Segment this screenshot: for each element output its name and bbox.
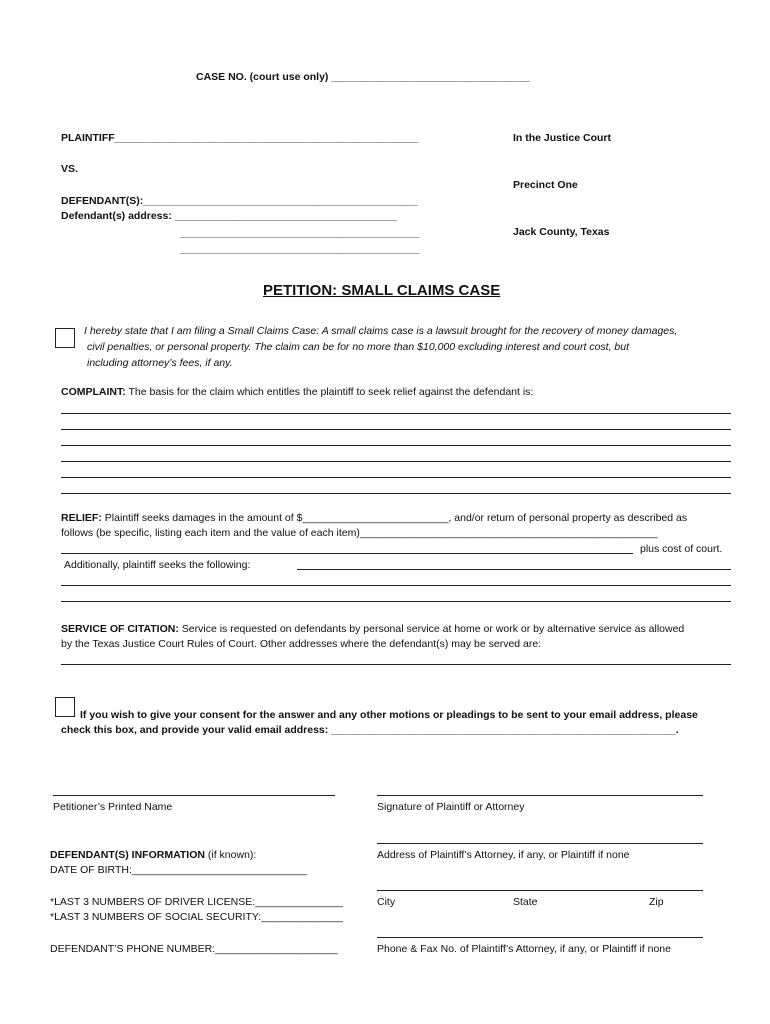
defendant-field[interactable]: DEFENDANT(S):_______________________________________________ [61,195,418,207]
relief-label: RELIEF: [61,512,102,524]
service-line-1 [61,623,684,635]
printed-name-label: Petitioner’s Printed Name [53,801,173,813]
complaint-line[interactable] [61,477,731,478]
service-label: SERVICE OF CITATION: [61,623,179,635]
date-of-birth-field[interactable]: DATE OF BIRTH:______________________________ [50,864,308,876]
plaintiff-field[interactable]: PLAINTIFF____________________________________________________ [61,132,419,144]
attorney-address-line[interactable] [377,843,703,844]
defendant-address-line-3[interactable]: _________________________________________ [180,243,420,255]
defendant-info-suffix: (if known): [207,849,257,861]
city-state-zip-line[interactable] [377,890,703,891]
service-text: Service is requested on defendants by personal service at home or work or by alternative service as allowed [181,623,685,635]
service-address-line[interactable] [61,664,731,665]
defendant-address-line-2[interactable]: _________________________________________ [180,227,420,239]
statement-line-2: civil penalties, or personal property. The claim can be for no more than $10,000 excluding interest and court cost, but [87,341,630,353]
relief-line-2[interactable]: follows (be specific, listing each item and the value of each item)___________________________________________________ [61,527,658,539]
precinct-name: Precinct One [513,179,578,191]
court-name: In the Justice Court [513,132,612,144]
phone-fax-label: Phone & Fax No. of Plaintiff’s Attorney, if any, or Plaintiff if none [377,943,671,955]
email-consent-checkbox[interactable] [55,697,75,717]
defendant-info-heading [50,849,256,861]
email-field[interactable]: check this box, and provide your valid email address: ___________________________________________________________. [61,724,679,736]
defendant-info-label: DEFENDANT(S) INFORMATION [50,849,205,861]
state-label: State [513,896,538,908]
vs-label: VS. [61,163,78,175]
printed-name-line[interactable] [53,795,335,796]
county-name: Jack County, Texas [513,226,610,238]
zip-label: Zip [649,896,664,908]
signature-line[interactable] [377,795,703,796]
social-security-field[interactable]: *LAST 3 NUMBERS OF SOCIAL SECURITY:______________ [50,911,343,923]
complaint-line[interactable] [61,493,731,494]
additionally-label: Additionally, plaintiff seeks the following: [64,559,251,571]
page-title: PETITION: SMALL CLAIMS CASE [263,282,501,299]
case-number: CASE NO. (court use only) __________________________________ [196,71,530,83]
defendant-phone-field[interactable]: DEFENDANT’S PHONE NUMBER:_____________________ [50,943,338,955]
additional-relief-line[interactable] [297,569,731,570]
consent-line-1: If you wish to give your consent for the answer and any other motions or pleadings to be sent to your email address, please [80,709,698,721]
complaint-line[interactable] [61,461,731,462]
service-line-2: by the Texas Justice Court Rules of Court. Other addresses where the defendant(s) may be served are: [61,638,542,650]
additional-relief-line[interactable] [61,601,731,602]
relief-amount-text: Plaintiff seeks damages in the amount of $_________________________, and/or return of personal property as described as [104,512,688,524]
complaint-line[interactable] [61,413,731,414]
attorney-address-label: Address of Plaintiff’s Attorney, if any, or Plaintiff if none [377,849,630,861]
relief-line-1[interactable] [61,512,687,524]
complaint-label: COMPLAINT: [61,386,126,398]
statement-line-3: including attorney’s fees, if any. [87,357,233,369]
relief-item-line[interactable] [61,553,633,554]
small-claims-checkbox[interactable] [55,328,75,348]
phone-fax-line[interactable] [377,937,703,938]
plus-cost-label: plus cost of court. [640,543,723,555]
defendant-address-field[interactable]: Defendant(s) address: ______________________________________ [61,210,397,222]
statement-line-1: I hereby state that I am filing a Small Claims Case: A small claims case is a lawsuit brought for the recovery of money damages, [84,325,678,337]
signature-label: Signature of Plaintiff or Attorney [377,801,525,813]
complaint-heading [61,386,533,398]
complaint-line[interactable] [61,429,731,430]
complaint-line[interactable] [61,445,731,446]
additional-relief-line[interactable] [61,585,731,586]
city-label: City [377,896,396,908]
complaint-text: The basis for the claim which entitles the plaintiff to seek relief against the defendant is: [128,386,534,398]
driver-license-field[interactable]: *LAST 3 NUMBERS OF DRIVER LICENSE:_______________ [50,896,343,908]
